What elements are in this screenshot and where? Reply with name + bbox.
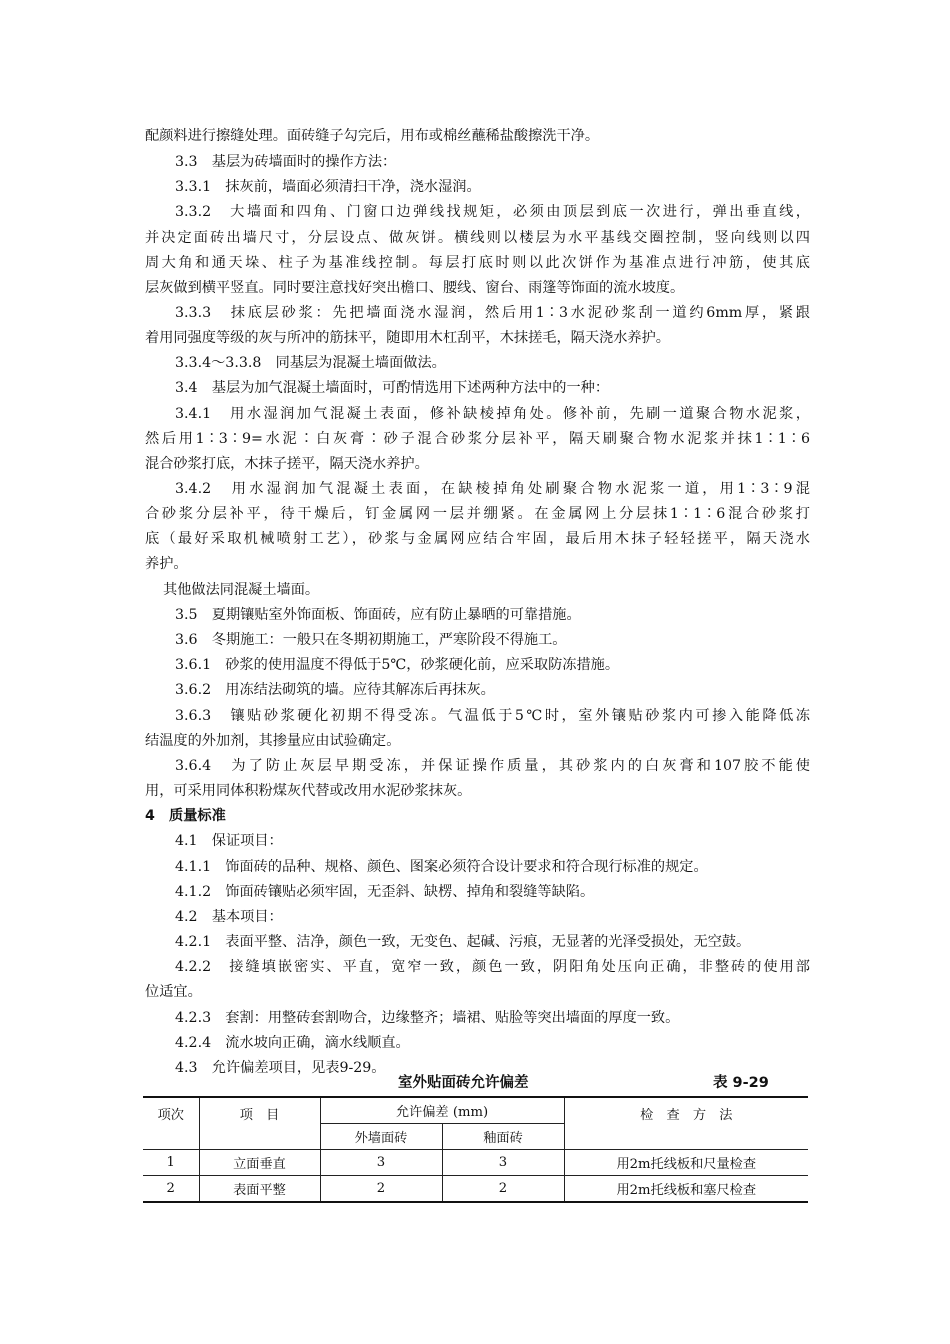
- paragraph-line: 4.2.4 流水坡向正确，滴水线顺直。: [175, 1035, 410, 1051]
- table-header-row: [143, 1097, 808, 1124]
- paragraph-line: 3.4.1 用水湿润加气混凝土表面，修补缺棱掉角处。修补前，先刷一道聚合物水泥浆，: [175, 406, 810, 422]
- paragraph-line: 3.3.1 抹灰前，墙面必须清扫干净，浇水湿润。: [175, 179, 481, 195]
- header-item: 项 目: [199, 1097, 320, 1150]
- cell-item: 表面平整: [199, 1176, 320, 1203]
- paragraph-line: 合砂浆分层补平，待干燥后，钉金属网一层并绷紧。在金属网上分层抹1∶1∶6混合砂浆打: [145, 506, 810, 522]
- paragraph-line: 3.6.3 镶贴砂浆硬化初期不得受冻。气温低于5℃时，室外镶贴砂浆内可掺入能降低冻: [175, 708, 810, 724]
- paragraph-line: 层灰做到横平竖直。同时要注意找好突出檐口、腰线、窗台、雨篷等饰面的流水坡度。: [145, 280, 685, 296]
- tolerance-table: [143, 1096, 808, 1203]
- table-row: [143, 1150, 808, 1176]
- paragraph-line: 然后用1∶3∶9=水泥∶白灰膏∶砂子混合砂浆分层补平，隔天刷聚合物水泥浆并抹1∶1∶6: [145, 431, 810, 447]
- header-outer-tile: 外墙面砖: [320, 1124, 442, 1150]
- cell-method: 用2m托线板和尺量检查: [564, 1150, 808, 1176]
- paragraph-line: 3.3.2 大墙面和四角、门窗口边弹线找规矩，必须由顶层到底一次进行，弹出垂直线，: [175, 204, 810, 220]
- paragraph-line: 4.3 允许偏差项目，见表9-29。: [175, 1060, 386, 1076]
- cell-glazed: 3: [442, 1150, 564, 1176]
- cell-index: 1: [143, 1150, 199, 1176]
- cell-index: 2: [143, 1176, 199, 1203]
- paragraph-line: 位适宜。: [145, 984, 202, 1000]
- paragraph-line: 配颜料进行擦缝处理。面砖缝子勾完后，用布或棉丝蘸稀盐酸擦洗干净。: [145, 128, 600, 144]
- paragraph-line: 3.6.1 砂浆的使用温度不得低于5℃，砂浆硬化前，应采取防冻措施。: [175, 657, 620, 673]
- paragraph-line: 混合砂浆打底，木抹子搓平，隔天浇水养护。: [145, 456, 429, 472]
- table-number: 表 9-29: [713, 1075, 769, 1091]
- paragraph-line: 4.2.2 接缝填嵌密实、平直，宽窄一致，颜色一致，阴阳角处压向正确，非整砖的使用部: [175, 959, 810, 975]
- paragraph-line: 着用同强度等级的灰与所冲的筋抹平，随即用木杠刮平，木抹搓毛，隔天浇水养护。: [145, 330, 670, 346]
- cell-glazed: 2: [442, 1176, 564, 1203]
- paragraph-line: 3.6.4 为了防止灰层早期受冻，并保证操作质量，其砂浆内的白灰膏和107胶不能使: [175, 758, 810, 774]
- header-glazed-tile: 釉面砖: [442, 1124, 564, 1150]
- cell-outer: 2: [320, 1176, 442, 1203]
- paragraph-line: 底（最好采取机械喷射工艺），砂浆与金属网应结合牢固，最后用木抹子轻轻搓平，隔天浇水: [145, 531, 810, 547]
- cell-item: 立面垂直: [199, 1150, 320, 1176]
- paragraph-line: 周大角和通天垛、柱子为基准线控制。每层打底时则以此次饼作为基准点进行冲筋，使其底: [145, 255, 810, 271]
- section-heading: 3.4 基层为加气混凝土墙面时，可酌情选用下述两种方法中的一种：: [175, 380, 610, 396]
- section-heading: 4.1 保证项目：: [175, 833, 283, 849]
- paragraph-line: 并决定面砖出墙尺寸，分层设点、做灰饼。横线则以楼层为水平基线交圈控制，竖向线则以四: [145, 230, 810, 246]
- paragraph-line: 用，可采用同体积粉煤灰代替或改用水泥砂浆抹灰。: [145, 783, 472, 799]
- paragraph-line: 3.4.2 用水湿润加气混凝土表面，在缺棱掉角处刷聚合物水泥浆一道，用1∶3∶9混: [175, 481, 810, 497]
- paragraph-line: 3.6 冬期施工：一般只在冬期初期施工，严寒阶段不得施工。: [175, 632, 567, 648]
- cell-outer: 3: [320, 1150, 442, 1176]
- table-title: 室外贴面砖允许偏差: [398, 1075, 529, 1091]
- paragraph-line: 3.5 夏期镶贴室外饰面板、饰面砖，应有防止暴晒的可靠措施。: [175, 607, 581, 623]
- paragraph-line: 4.1.2 饰面砖镶贴必须牢固，无歪斜、缺楞、掉角和裂缝等缺陷。: [175, 884, 595, 900]
- cell-method: 用2m托线板和塞尺检查: [564, 1176, 808, 1203]
- paragraph-line: 3.3.3 抹底层砂浆：先把墙面浇水湿润，然后用1∶3水泥砂浆刮一道约6mm厚，紧跟: [175, 305, 810, 321]
- paragraph-line: 4.2.3 套割：用整砖套割吻合，边缘整齐；墙裙、贴脸等突出墙面的厚度一致。: [175, 1010, 680, 1026]
- paragraph-line: 结温度的外加剂，其掺量应由试验确定。: [145, 733, 401, 749]
- header-method: 检 查 方 法: [564, 1097, 808, 1150]
- table-row: [143, 1176, 808, 1203]
- paragraph-line: 其他做法同混凝土墙面。: [163, 582, 320, 598]
- header-index: 项次: [143, 1097, 199, 1150]
- section-heading: 4.2 基本项目：: [175, 909, 283, 925]
- paragraph-line: 3.3.4～3.3.8 同基层为混凝土墙面做法。: [175, 355, 446, 371]
- header-tolerance: 允许偏差 (mm): [320, 1097, 564, 1124]
- paragraph-line: 3.6.2 用冻结法砌筑的墙。应待其解冻后再抹灰。: [175, 682, 495, 698]
- paragraph-line: 4.1.1 饰面砖的品种、规格、颜色、图案必须符合设计要求和符合现行标准的规定。: [175, 859, 708, 875]
- chapter-heading: 4 质量标准: [145, 808, 226, 824]
- section-heading: 3.3 基层为砖墙面时的操作方法：: [175, 154, 397, 170]
- paragraph-line: 养护。: [145, 556, 188, 572]
- paragraph-line: 4.2.1 表面平整、洁净，颜色一致，无变色、起碱、污痕，无显著的光泽受损处，无空鼓。: [175, 934, 751, 950]
